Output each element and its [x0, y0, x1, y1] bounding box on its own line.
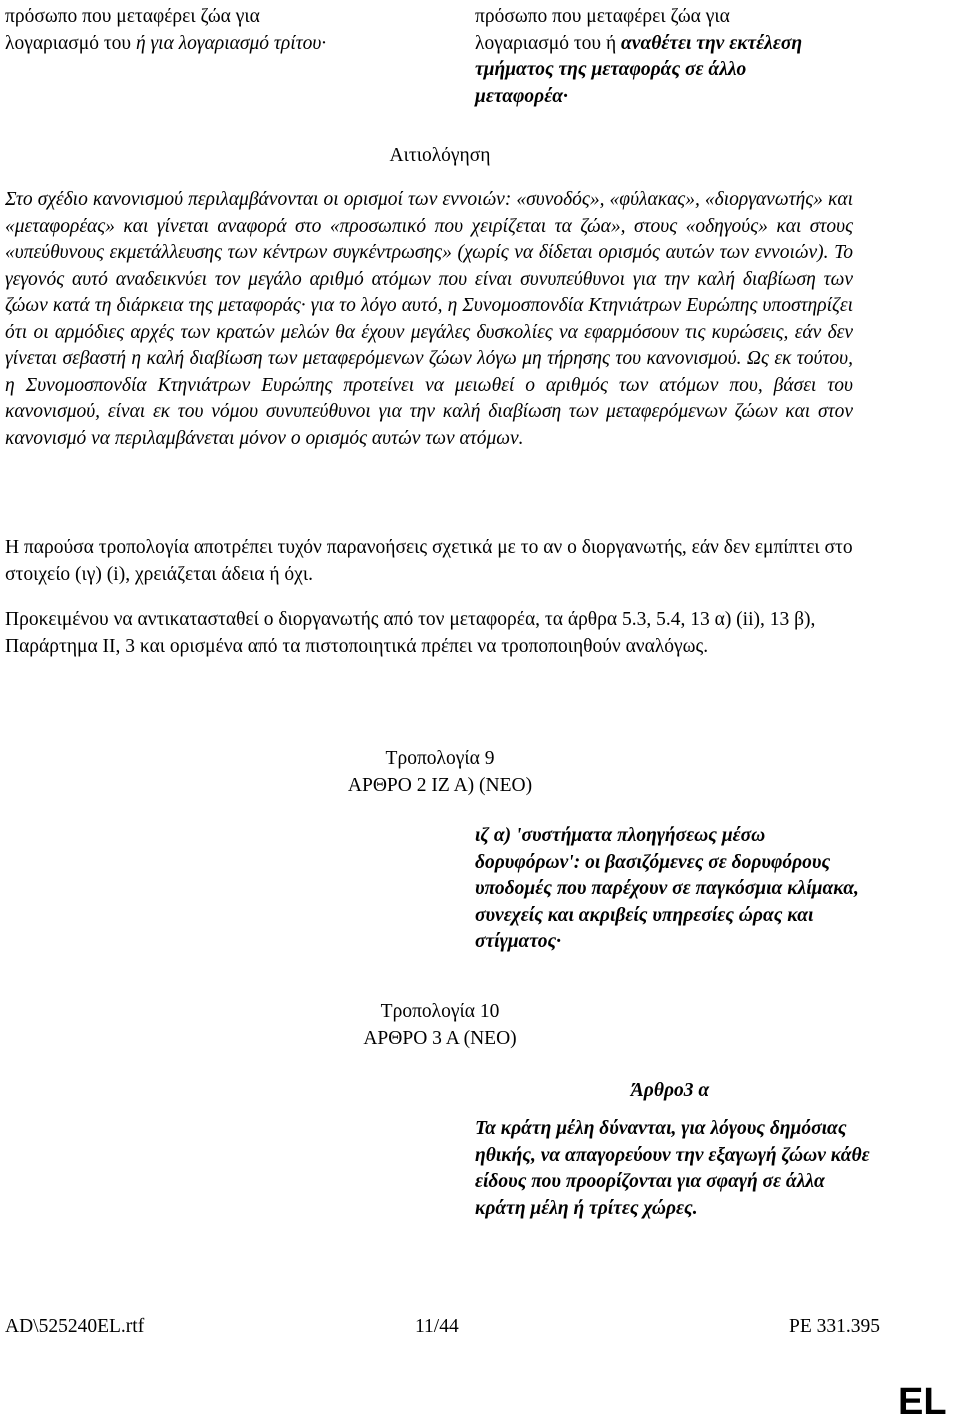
amendment-10-text: Τα κράτη μέλη δύνανται, για λόγους δημόσιας ηθικής, να απαγορεύουν την εξαγωγή ζώων κάθε είδους που προορίζονται για σφαγή σε άλλα κράτη μέλη ή τρίτες χώρες. [475, 1118, 870, 1219]
top-right-line-4: μεταφορέα· [475, 85, 568, 107]
justification-paragraph-1: Στο σχέδιο κανονισμού περιλαμβάνονται οι ορισμοί των εννοιών: «συνοδός», «φύλακας», «διοργανωτής» και «μεταφορέας» και γίνεται αναφορά στο «προσωπικό που χειρίζεται τα ζώα», στους «οδηγούς» και στους «υπεύθυνους εκμετάλλευσης των κέντρων συγκέντρωσης» (χωρίς να δίδεται ορισμός αυτών των εννοιών). Το γεγονός αυτό αναδεικνύει τον μεγάλο αριθμό ατόμων που είναι συνυπεύθυνοι για την καλή διαβίωση των ζώων κατά τη διάρκεια της μεταφοράς· για το λόγο αυτό, η Συνομοσπονδία Κτηνιάτρων Ευρώπης υποστηρίζει ότι οι αρμόδιες αρχές των κρατών μελών θα έχουν μεγάλες δυσκολίες να εφαρμόσουν τις κυρώσεις, εάν δεν γίνεται σεβαστή η καλή διαβίωση των μεταφερόμενων ζώων λόγω μη τήρησης του κανονισμού. Ως εκ τούτου, η Συνομοσπονδία Κτηνιάτρων Ευρώπης προτείνει να μειωθεί ο αριθμός των ατόμων που, βάσει του κανονισμού, είναι εκ του νόμου συνυπεύθυνοι για την καλή διαβίωση των μεταφερόμενων ζώων και στον κανονισμό να περιλαμβάνεται μόνον ο ορισμός αυτών των ατόμων. [5, 189, 853, 449]
amendment-10-header [230, 999, 650, 1052]
top-right-line-1: πρόσωπο που μεταφέρει ζώα για [475, 6, 730, 27]
top-right-line-2: λογαριασμό του ή αναθέτει την εκτέλεση [475, 32, 803, 54]
amendment-9-header [230, 746, 650, 799]
footer-language-code: EL [898, 1381, 947, 1423]
amendment-10-article: ΑΡΘΡΟ 3 Α (ΝΕΟ) [363, 1027, 517, 1049]
amendment-10-title: Τροπολογία 10 [380, 1001, 500, 1022]
amendment-9-text: ιζ α) 'συστήματα πλοηγήσεως μέσω δορυφόρων': οι βασιζόμενες σε δορυφόρους υποδομές που παρέχουν σε παγκόσμια κλίμακα, συνεχείς και ακριβείς υπηρεσίες ώρας και στίγματος· [475, 825, 859, 952]
footer-doc-ref: AD\525240EL.rtf [5, 1316, 145, 1337]
top-right-line-3: τμήματος της μεταφοράς σε άλλο [475, 59, 747, 80]
amendment-9-article: ΑΡΘΡΟ 2 ΙΖ Α) (ΝΕΟ) [347, 774, 533, 796]
justification-paragraph-3: Προκειμένου να αντικατασταθεί ο διοργανωτής από τον μεταφορέα, τα άρθρα 5.3, 5.4, 13 α) (ii), 13 β), Παράρτημα ΙΙ, 3 και ορισμένα από τα πιστοποιητικά πρέπει να τροποποιηθούν αναλόγως. [5, 609, 816, 657]
justification-paragraph-2: Η παρούσα τροπολογία αποτρέπει τυχόν παρανοήσεις σχετικά με το αν ο διοργανωτής, εάν δεν εμπίπτει στο στοιχείο (ιγ) (i), χρειάζεται άδεια ή όχι. [5, 537, 853, 585]
footer-pe-number: PE 331.395 [788, 1316, 880, 1337]
top-right-column [475, 4, 895, 110]
justification-heading: Αιτιολόγηση [389, 145, 491, 166]
amendment-9-title: Τροπολογία 9 [385, 748, 495, 769]
top-left-column [5, 4, 425, 57]
footer-page-number: 11/44 [415, 1316, 459, 1337]
amendment-10-article-heading: Άρθρο3 α [630, 1080, 710, 1101]
top-left-line-1: πρόσωπο που μεταφέρει ζώα για [5, 6, 260, 27]
top-left-line-2: λογαριασμό του ή για λογαριασμό τρίτου· [5, 32, 327, 54]
